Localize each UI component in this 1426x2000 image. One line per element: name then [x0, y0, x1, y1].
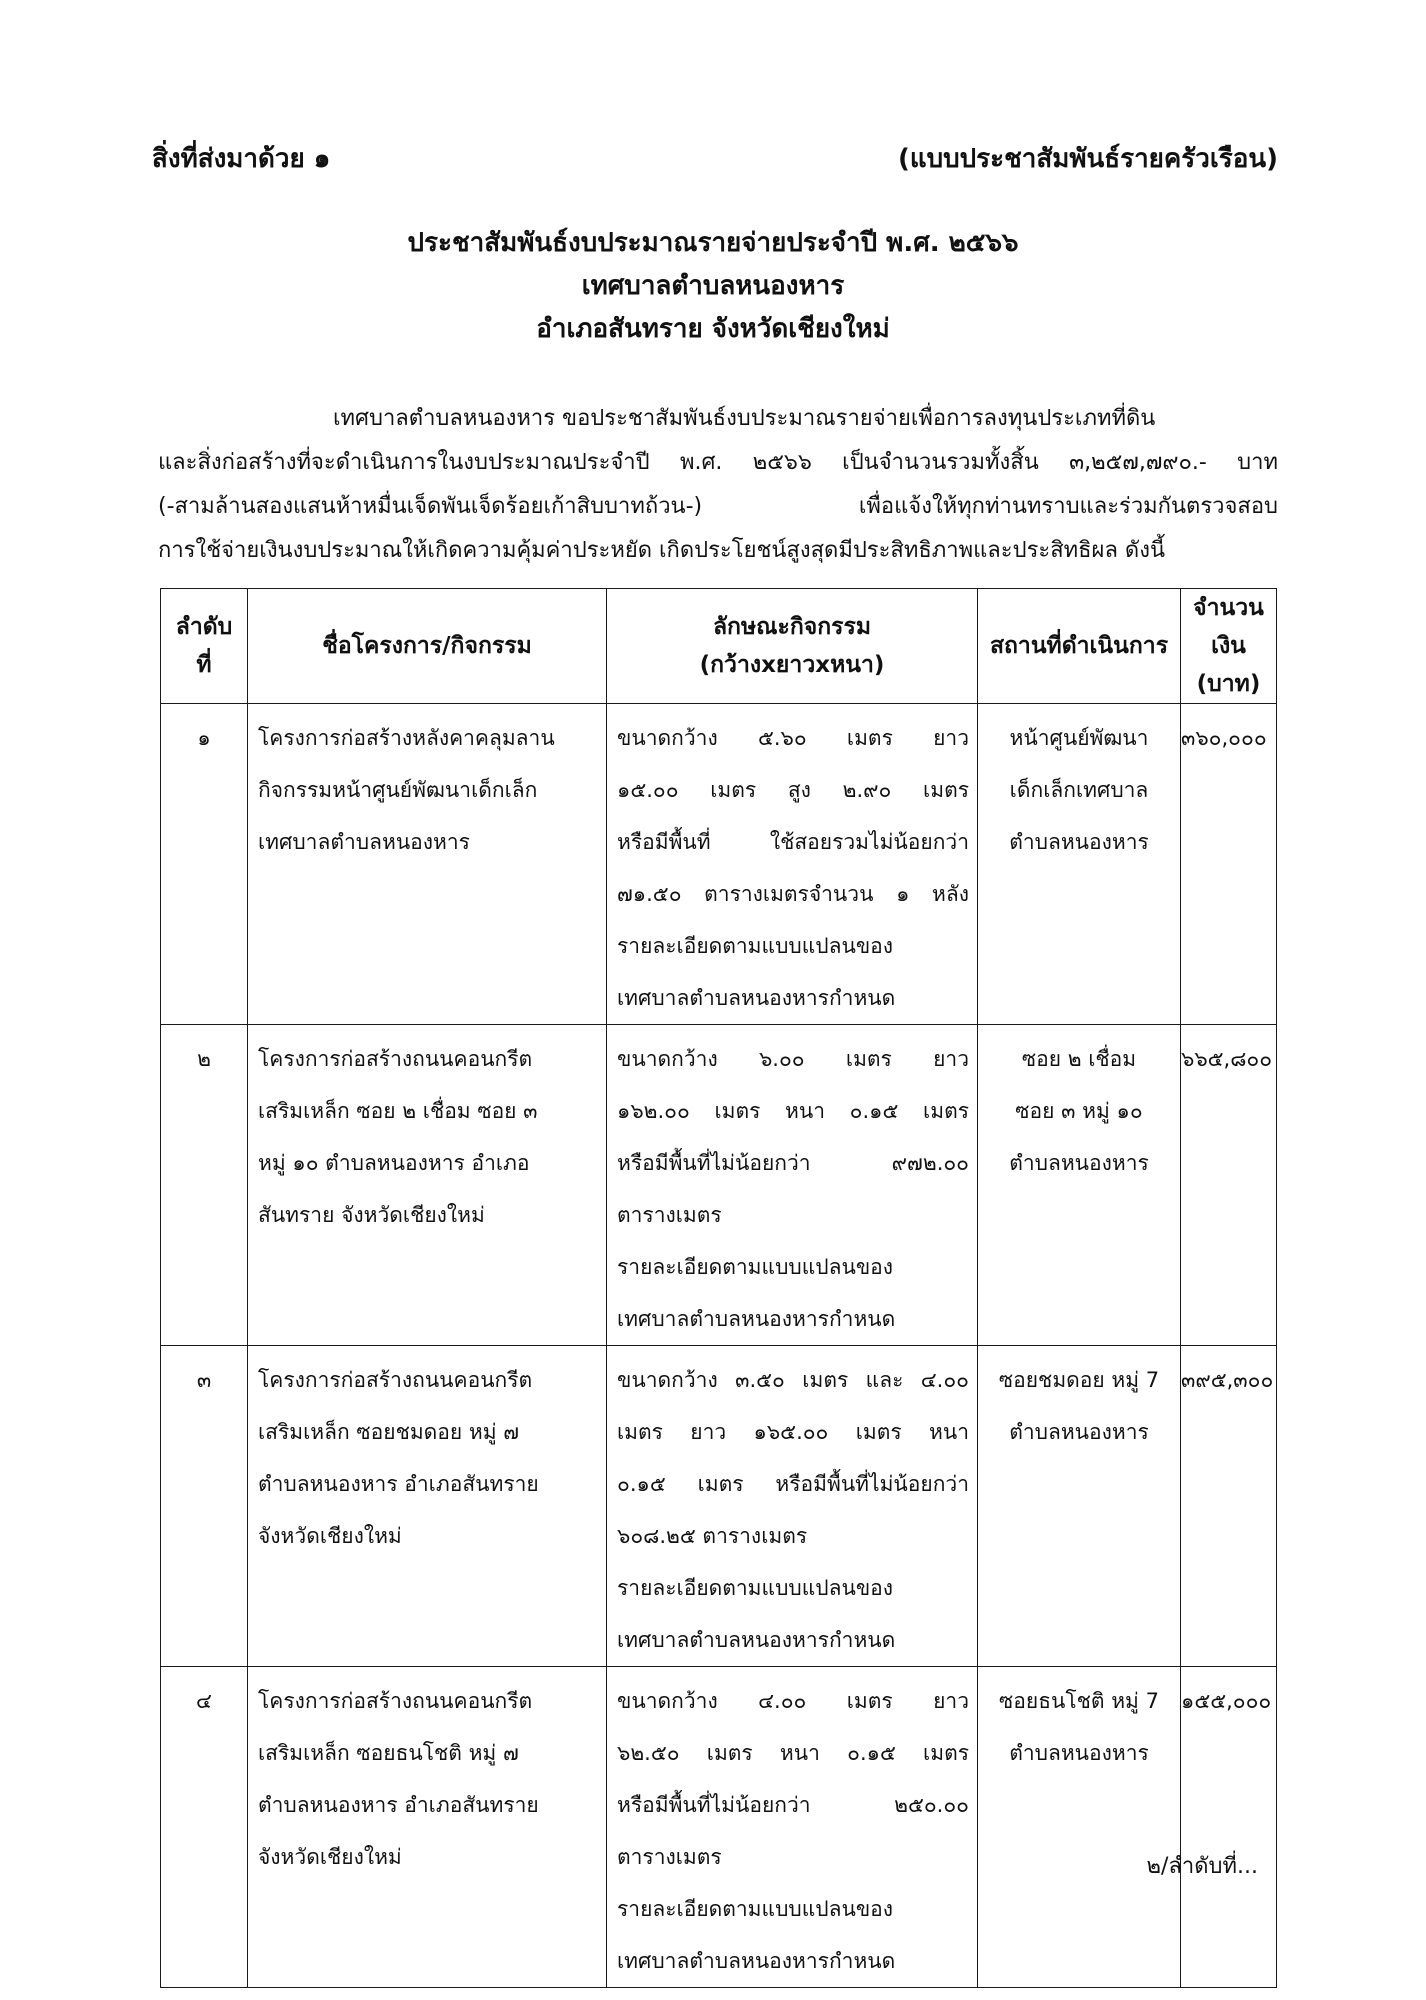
table-row: [161, 1667, 1277, 1988]
project-name: โครงการก่อสร้างถนนคอนกรีต เสริมเหล็ก ซอยชมดอย หมู่ ๗ ตำบลหนองหาร อำเภอสันทราย จังหวัดเชียงใหม่: [248, 1346, 607, 1667]
project-amount: ๖๖๕,๘๐๐: [1181, 1025, 1277, 1346]
header-amount: จำนวนเงิน (บาท): [1181, 589, 1277, 704]
row-number: ๓: [161, 1346, 248, 1667]
project-location: ซอยธนโชติ หมู่ 7 ตำบลหนองหาร: [978, 1667, 1181, 1988]
header-description: ลักษณะกิจกรรม (กว้างxยาวxหนา): [607, 589, 978, 704]
row-number: ๔: [161, 1667, 248, 1988]
document-title: [0, 222, 1426, 351]
next-page-marker: ๒/ลำดับที่...: [1146, 1854, 1258, 1879]
project-description: ขนาดกว้าง ๔.๐๐ เมตร ยาว ๖๒.๕๐ เมตร หนา ๐.๑๕ เมตร หรือมีพื้นที่ไม่น้อยกว่า ๒๕๐.๐๐ ตารางเมตร รายละเอียดตามแบบแปลนของ เทศบาลตำบลหนองหารกำหนด: [607, 1667, 978, 1988]
intro-line-2: และสิ่งก่อสร้างที่จะดำเนินการในงบประมาณประจำปี พ.ศ. ๒๕๖๖ เป็นจำนวนรวมทั้งสิ้น ๓,๒๕๗,๗๙๐.- บาท: [158, 450, 1278, 475]
header-no: ลำดับ ที่: [161, 589, 248, 704]
enclosure-label: สิ่งที่ส่งมาด้วย ๑: [152, 144, 331, 174]
intro-line-4: การใช้จ่ายเงินงบประมาณให้เกิดความคุ้มค่าประหยัด เกิดประโยชน์สูงสุดมีประสิทธิภาพและประสิทธิผล ดังนี้: [158, 538, 1165, 563]
table-row: [161, 1346, 1277, 1667]
project-amount: ๑๕๕,๐๐๐: [1181, 1667, 1277, 1988]
table-row: [161, 1025, 1277, 1346]
project-amount: ๓๖๐,๐๐๐: [1181, 704, 1277, 1025]
row-number: ๑: [161, 704, 248, 1025]
title-line-3: อำเภอสันทราย จังหวัดเชียงใหม่: [536, 314, 890, 344]
table-header-row: [161, 589, 1277, 704]
project-name: โครงการก่อสร้างถนนคอนกรีต เสริมเหล็ก ซอย ๒ เชื่อม ซอย ๓ หมู่ ๑๐ ตำบลหนองหาร อำเภอ สันทราย จังหวัดเชียงใหม่: [248, 1025, 607, 1346]
project-description: ขนาดกว้าง ๓.๕๐ เมตร และ ๔.๐๐ เมตร ยาว ๑๖๕.๐๐ เมตร หนา ๐.๑๕ เมตร หรือมีพื้นที่ไม่น้อยกว่า ๖๐๘.๒๕ ตารางเมตร รายละเอียดตามแบบแปลนของ เทศบาลตำบลหนองหารกำหนด: [607, 1346, 978, 1667]
header-location: สถานที่ดำเนินการ: [978, 589, 1181, 704]
form-type-label: (แบบประชาสัมพันธ์รายครัวเรือน): [898, 144, 1278, 174]
header-project: ชื่อโครงการ/กิจกรรม: [248, 589, 607, 704]
project-name: โครงการก่อสร้างถนนคอนกรีต เสริมเหล็ก ซอยธนโชติ หมู่ ๗ ตำบลหนองหาร อำเภอสันทราย จังหวัดเชียงใหม่: [248, 1667, 607, 1988]
title-line-1: ประชาสัมพันธ์งบประมาณรายจ่ายประจำปี พ.ศ. ๒๕๖๖: [407, 228, 1019, 258]
project-location: ซอย ๒ เชื่อม ซอย ๓ หมู่ ๑๐ ตำบลหนองหาร: [978, 1025, 1181, 1346]
table-row: [161, 704, 1277, 1025]
project-name: โครงการก่อสร้างหลังคาคลุมลาน กิจกรรมหน้าศูนย์พัฒนาเด็กเล็ก เทศบาลตำบลหนองหาร: [248, 704, 607, 1025]
project-location: หน้าศูนย์พัฒนา เด็กเล็กเทศบาล ตำบลหนองหาร: [978, 704, 1181, 1025]
projects-table: [160, 588, 1277, 1988]
project-description: ขนาดกว้าง ๕.๖๐ เมตร ยาว ๑๕.๐๐ เมตร สูง ๒.๙๐ เมตร หรือมีพื้นที่ ใช้สอยรวมไม่น้อยกว่า ๗๑.๕๐ ตารางเมตรจำนวน ๑ หลัง รายละเอียดตามแบบแปลนของ เทศบาลตำบลหนองหารกำหนด: [607, 704, 978, 1025]
intro-paragraph: [158, 397, 1278, 573]
project-description: ขนาดกว้าง ๖.๐๐ เมตร ยาว ๑๖๒.๐๐ เมตร หนา ๐.๑๕ เมตร หรือมีพื้นที่ไม่น้อยกว่า ๙๗๒.๐๐ ตารางเมตร รายละเอียดตามแบบแปลนของ เทศบาลตำบลหนองหารกำหนด: [607, 1025, 978, 1346]
row-number: ๒: [161, 1025, 248, 1346]
project-location: ซอยชมดอย หมู่ 7 ตำบลหนองหาร: [978, 1346, 1181, 1667]
title-line-2: เทศบาลตำบลหนองหาร: [581, 271, 845, 301]
intro-line-3: (-สามล้านสองแสนห้าหมื่นเจ็ดพันเจ็ดร้อยเก้าสิบบาทถ้วน-) เพื่อแจ้งให้ทุกท่านทราบและร่วมกันตรวจสอบ: [158, 494, 1278, 519]
intro-line-1: เทศบาลตำบลหนองหาร ขอประชาสัมพันธ์งบประมาณรายจ่ายเพื่อการลงทุนประเภทที่ดิน: [333, 406, 1156, 431]
project-amount: ๓๙๕,๓๐๐: [1181, 1346, 1277, 1667]
